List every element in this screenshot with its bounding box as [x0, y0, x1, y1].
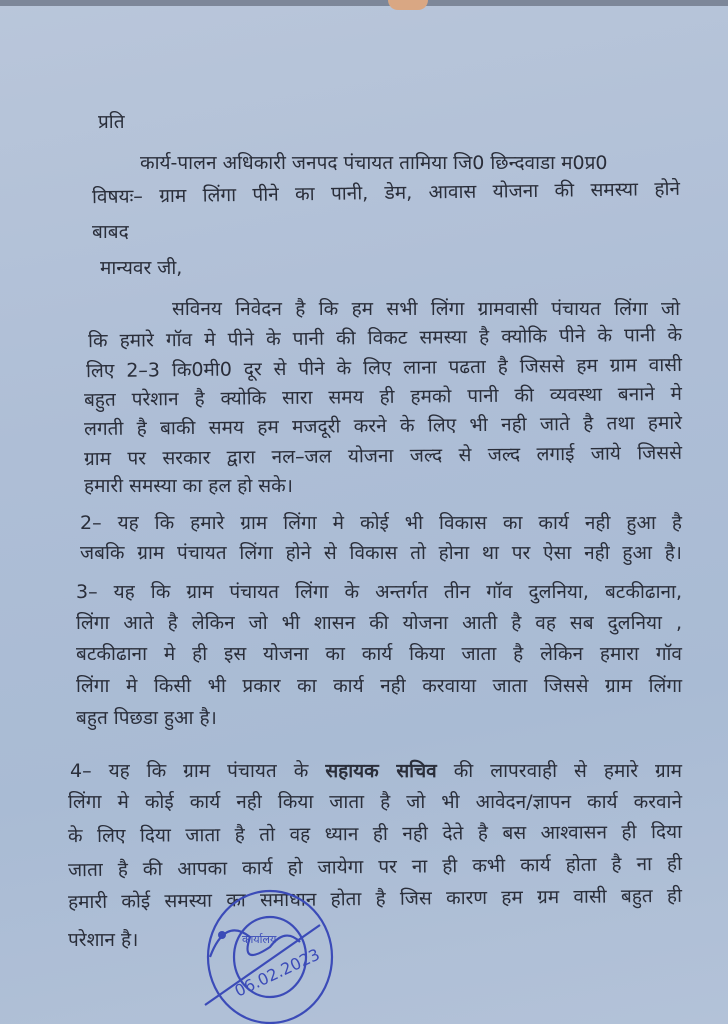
paragraph-line: लिए 2–3 कि0मी0 दूर से पीने के लिए लाना पढता है जिससे हम ग्राम वासी — [85, 353, 683, 383]
paragraph-line: के लिए दिया जाता है तो वह ध्यान ही नही देते है बस आश्वासन ही दिया — [67, 820, 683, 848]
paragraph-line: 2– यह कि हमारे ग्राम लिंगा मे कोई भी विकास का कार्य नही हुआ है — [80, 512, 682, 534]
paragraph-line: जबकि ग्राम पंचायत लिंगा होने से विकास तो होना था पर ऐसा नही हुआ है। — [80, 542, 682, 564]
paragraph-line: लगती है बाकी समय हम मजदूरी करने के लिए भी नही जाते है तथा हमारे — [83, 411, 683, 441]
greeting: मान्यवर जी, — [100, 257, 183, 279]
paragraph-line: ग्राम पर सरकार द्वारा नल–जल योजना जल्द से जल्द लगाई जाये जिससे — [83, 441, 683, 471]
paragraph-line: 3– यह कि ग्राम पंचायत लिंगा के अन्तर्गत तीन गॉव दुलनिया, बटकीढाना, — [76, 581, 682, 603]
paragraph-line: परेशान है। — [68, 929, 139, 951]
paragraph-line: जाता है की आपका कार्य हो जायेगा पर ना ही कभी कार्य होता है ना ही — [67, 852, 683, 882]
stamp-date: 06.02.2023 — [231, 944, 323, 1001]
paragraph-line: हमारी समस्या का हल हो सके। — [84, 475, 293, 497]
paragraph-line: बटकीढाना मे ही इस योजना का कार्य किया जाता है लेकिन हमारा गॉव — [76, 643, 682, 665]
finger — [388, 0, 428, 10]
paragraph-line: सविनय निवेदन है कि हम सभी लिंगा ग्रामवासी पंचायत लिंगा जो — [172, 298, 680, 320]
text: की लापरवाही से हमारे ग्राम — [436, 760, 682, 782]
photo-edge — [0, 0, 728, 6]
paragraph-line: लिंगा आते है लेकिन जो भी शासन की योजना आती है वह सब दुलनिया , — [76, 612, 682, 634]
bold-text: सहायक सचिव — [325, 760, 437, 782]
paragraph-line: बहुत पिछडा हुआ है। — [76, 707, 217, 729]
paragraph-line: कि हमारे गॉव मे पीने के पानी की विकट समस्या है क्योकि पीने के पानी के — [87, 323, 683, 353]
office-stamp-with-signature — [190, 885, 340, 1024]
paragraph-line: लिंगा मे कोई कार्य नही किया जाता है जो भी आवेदन/ज्ञापन कार्य करवाने — [68, 791, 682, 813]
paragraph-line: लिंगा मे किसी भी प्रकार का कार्य नही करवाया जाता जिससे ग्राम लिंगा — [76, 675, 682, 697]
subject-line: विषयः– ग्राम लिंगा पीने का पानी, डेम, आवास योजना की समस्या होने — [91, 177, 681, 209]
stamp-text: कार्यालय — [242, 933, 277, 946]
paragraph-line: बहुत परेशान है क्योकि सारा समय ही हमको पानी की व्यवस्था बनाने मे — [83, 382, 683, 412]
paragraph-line — [70, 759, 682, 783]
salutation-to: प्रति — [98, 111, 125, 133]
subject-line-cont: बाबद — [92, 221, 129, 243]
paragraph-line: हमारी कोई समस्या का समाधान होता है जिस कारण हम ग्रम वासी बहुत ही — [67, 884, 683, 914]
addressee: कार्य-पालन अधिकारी जनपद पंचायत तामिया जि0 छिन्दवाडा म0प्र0 — [140, 152, 608, 174]
text: 4– यह कि ग्राम पंचायत के — [70, 760, 326, 782]
